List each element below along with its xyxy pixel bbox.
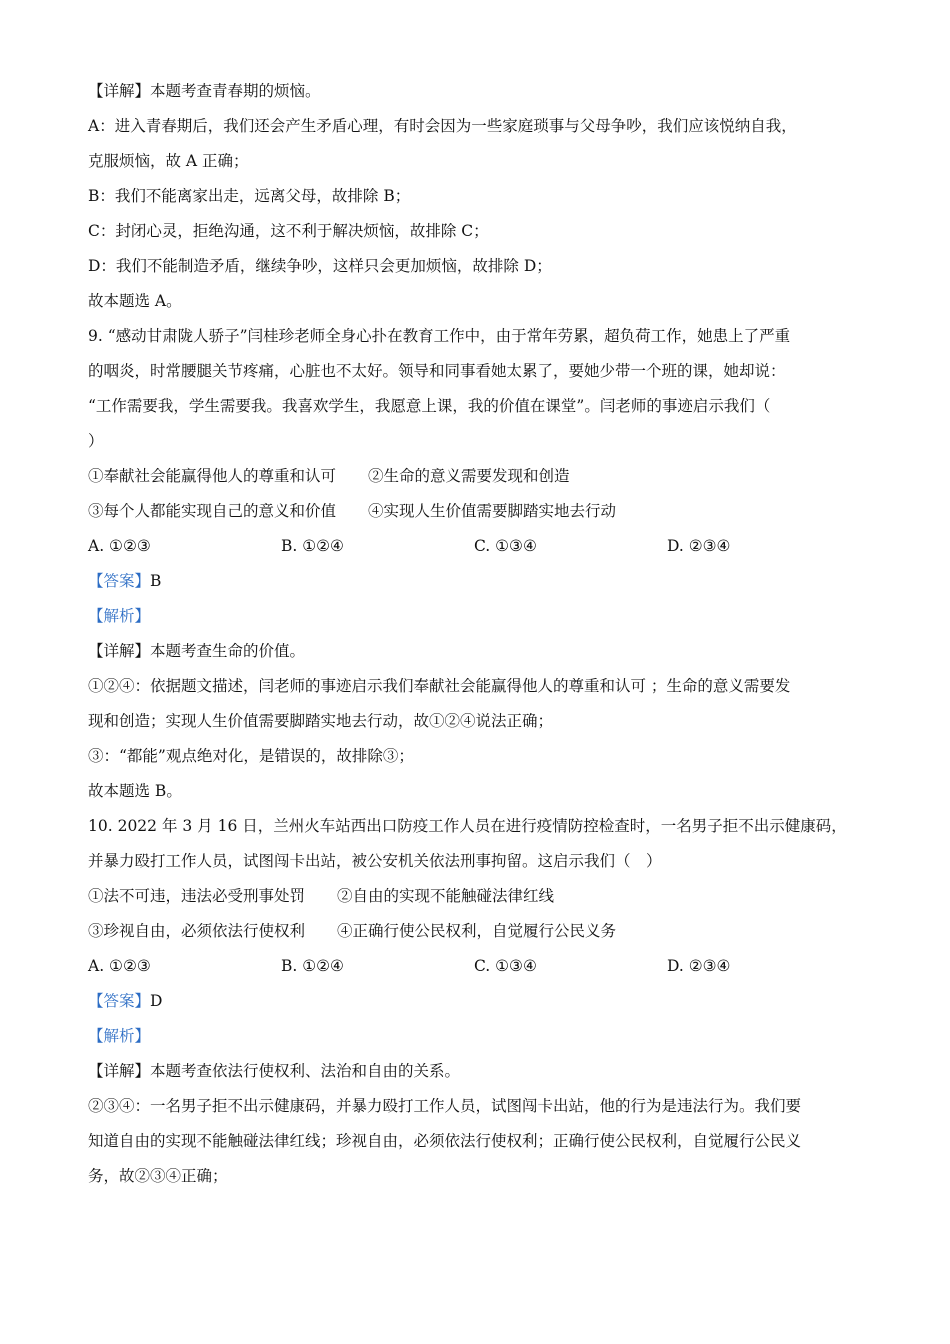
q10-statements-row2	[88, 914, 878, 949]
q9-option-d: D. ②③④	[667, 537, 731, 555]
q9-stem-line3: “工作需要我，学生需要我。我喜欢学生，我愿意上课，我的价值在课堂”。闫老师的事迹启示我们（	[88, 397, 771, 415]
q9-answer	[88, 564, 878, 599]
q9-answer-label: 【答案】	[88, 572, 151, 590]
q9-analysis-label: 【解析】	[88, 607, 151, 625]
detail-line: 【详解】本题考查青春期的烦恼。	[88, 82, 321, 100]
q9-explanation-line2: 现和创造；实现人生价值需要脚踏实地去行动，故①②④说法正确；	[88, 712, 554, 730]
q10-statement-4: ④正确行使公民权利，自觉履行公民义务	[337, 922, 617, 940]
q9-option-b: B. ①②④	[281, 537, 344, 555]
q9-conclusion: 故本题选 B。	[88, 782, 182, 800]
q10-option-a: A. ①②③	[88, 957, 151, 975]
q9-explanation-line3: ③：“都能”观点绝对化，是错误的，故排除③；	[88, 747, 414, 765]
q10-answer-label: 【答案】	[88, 992, 151, 1010]
q10-stem-line2: 并暴力殴打工作人员，试图闯卡出站，被公安机关依法刑事拘留。这启示我们（ ）	[88, 852, 662, 870]
explanation-a-line2: 克服烦恼，故 A 正确；	[88, 152, 249, 170]
q9-statement-2: ②生命的意义需要发现和创造	[368, 467, 570, 485]
explanation-d: D：我们不能制造矛盾，继续争吵，这样只会更加烦恼，故排除 D；	[88, 257, 552, 275]
q9-option-c: C. ①③④	[474, 537, 537, 555]
q10-option-b: B. ①②④	[281, 957, 344, 975]
document-page	[88, 74, 878, 1194]
q9-detail: 【详解】本题考查生命的价值。	[88, 642, 306, 660]
explanation-a-line1: A：进入青春期后，我们还会产生矛盾心理，有时会因为一些家庭琐事与父母争吵，我们应该悦纳自我，	[88, 117, 797, 135]
q10-answer	[88, 984, 878, 1019]
q9-statement-3: ③每个人都能实现自己的意义和价值	[88, 502, 337, 520]
q10-options	[88, 949, 878, 984]
q9-stem-line2: 的咽炎，时常腰腿关节疼痛，心脏也不太好。领导和同事看她太累了，要她少带一个班的课，她却说：	[88, 362, 786, 380]
q9-answer-value: B	[150, 572, 162, 590]
q10-analysis-label: 【解析】	[88, 1027, 151, 1045]
q10-explanation-line3: 务，故②③④正确；	[88, 1167, 228, 1185]
q9-stem-line1: 9. “感动甘肃陇人骄子”闫桂珍老师全身心扑在教育工作中，由于常年劳累，超负荷工作，她患上了严重	[88, 327, 791, 345]
explanation-b: B：我们不能离家出走，远离父母，故排除 B；	[88, 187, 411, 205]
conclusion: 故本题选 A。	[88, 292, 182, 310]
q10-statement-3: ③珍视自由，必须依法行使权利	[88, 922, 306, 940]
q10-option-d: D. ②③④	[667, 957, 731, 975]
q10-statement-1: ①法不可违，违法必受刑事处罚	[88, 887, 306, 905]
q10-explanation-line1: ②③④：一名男子拒不出示健康码，并暴力殴打工作人员，试图闯卡出站，他的行为是违法行为。我们要	[88, 1097, 802, 1115]
q9-statement-4: ④实现人生价值需要脚踏实地去行动	[368, 502, 617, 520]
q9-explanation-line1: ①②④：依据题文描述，闫老师的事迹启示我们奉献社会能赢得他人的尊重和认可 ；生命的意义需要发	[88, 677, 791, 695]
q10-stem-line1: 10. 2022 年 3 月 16 日，兰州火车站西出口防疫工作人员在进行疫情防控检查时，一名男子拒不出示健康码，	[88, 817, 847, 835]
q9-options	[88, 529, 878, 564]
q10-explanation-line2: 知道自由的实现不能触碰法律红线；珍视自由，必须依法行使权利；正确行使公民权利，自觉履行公民义	[88, 1132, 802, 1150]
explanation-c: C：封闭心灵，拒绝沟通，这不利于解决烦恼，故排除 C；	[88, 222, 489, 240]
q10-statement-2: ②自由的实现不能触碰法律红线	[337, 887, 555, 905]
q10-answer-value: D	[150, 992, 163, 1010]
q10-option-c: C. ①③④	[474, 957, 537, 975]
q9-option-a: A. ①②③	[88, 537, 151, 555]
q9-statement-1: ①奉献社会能赢得他人的尊重和认可	[88, 467, 337, 485]
q10-detail: 【详解】本题考查依法行使权利、法治和自由的关系。	[88, 1062, 461, 1080]
q9-stem-line4: ）	[88, 432, 104, 450]
q9-statements-row2	[88, 494, 878, 529]
q9-statements-row1	[88, 459, 878, 494]
q10-statements-row1	[88, 879, 878, 914]
